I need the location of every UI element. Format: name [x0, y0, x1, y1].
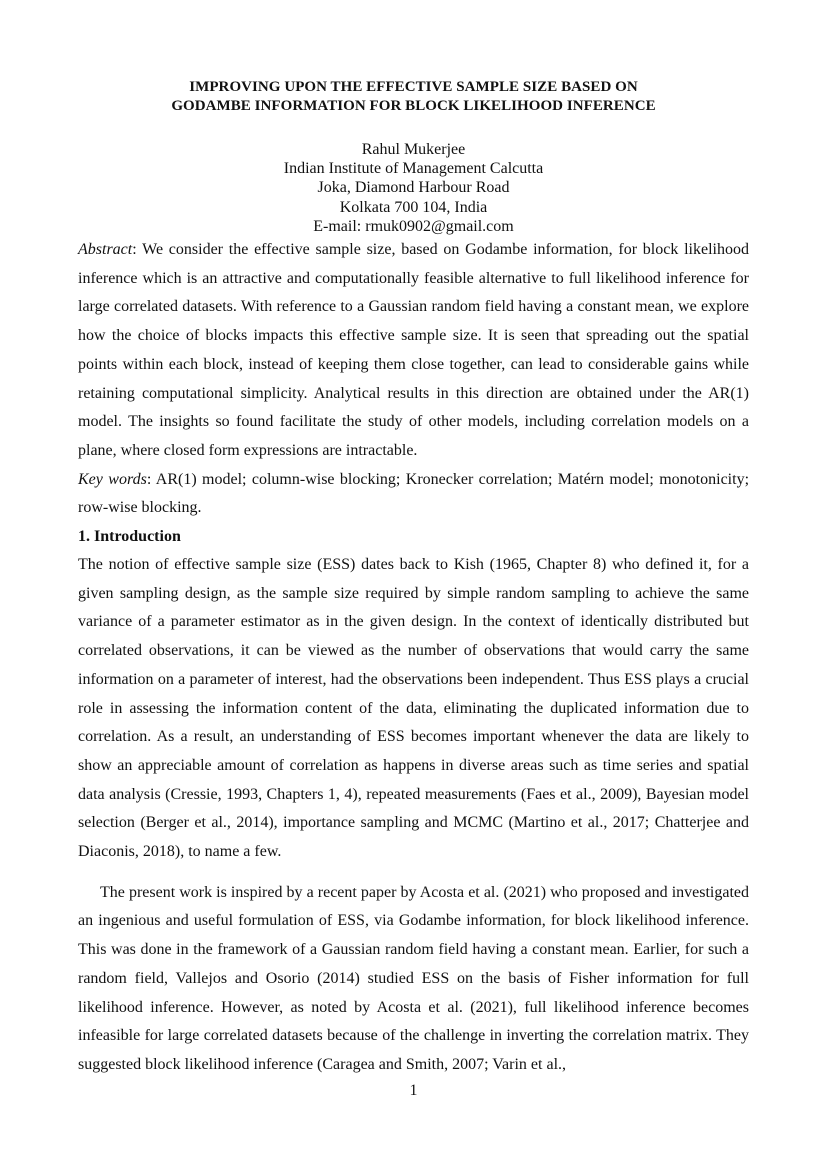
keywords-label: Key words	[78, 470, 147, 488]
paper-title	[78, 78, 749, 116]
title-line-1: IMPROVING UPON THE EFFECTIVE SAMPLE SIZE BASED ON	[189, 79, 638, 95]
keywords	[78, 466, 749, 523]
abstract	[78, 236, 749, 466]
intro-paragraph-2: The present work is inspired by a recent paper by Acosta et al. (2021) who proposed and investigated an ingenious and useful formulation of ESS, via Godambe information, for block likelihood inference. This was done in the framework of a Gaussian random field having a constant mean. Earlier, for such a random field, Vallejos and Osorio (2014) studied ESS on the basis of Fisher information for full likelihood inference. However, as noted by Acosta et al. (2021), full likelihood inference becomes infeasible for large correlated datasets because of the challenge in inverting the correlation matrix. They suggested block likelihood inference (Caragea and Smith, 2007; Varin et al.,	[78, 883, 749, 1073]
section-heading-introduction: 1. Introduction	[78, 528, 181, 546]
author-address-line-2: Kolkata 700 104, India	[339, 198, 488, 216]
abstract-text: : We consider the effective sample size, based on Godambe information, for block likelihood inference which is an attractive and computationally feasible alternative to full likelihood inference for large correlated datasets. With reference to a Gaussian random field having a constant mean, we explore how the choice of blocks impacts this effective sample size. It is seen that spreading out the spatial points within each block, instead of keeping them close together, can lead to considerable gains while retaining computational simplicity. Analytical results in this direction are obtained under the AR(1) model. The insights so found facilitate the study of other models, including correlation models on a plane, where closed form expressions are intractable.	[78, 241, 749, 459]
keywords-text: : AR(1) model; column-wise blocking; Kronecker correlation; Matérn model; monotonicity; row-wise blocking.	[78, 470, 750, 517]
intro-paragraph-1: The notion of effective sample size (ESS) dates back to Kish (1965, Chapter 8) who defined it, for a given sampling design, as the sample size required by simple random sampling to achieve the same variance of a parameter estimator as in the given design. In the context of identically distributed but correlated observations, it can be viewed as the number of observations that would carry the same information on a parameter of interest, had the observations been independent. Thus ESS plays a crucial role in assessing the information content of the data, eliminating the duplicated information due to correlation. As a result, an understanding of ESS becomes important whenever the data are likely to show an appreciable amount of correlation as happens in diverse areas such as time series and spatial data analysis (Cressie, 1993, Chapters 1, 4), repeated measurements (Faes et al., 2009), Bayesian model selection (Berger et al., 2014), importance sampling and MCMC (Martino et al., 2017; Chatterjee and Diaconis, 2018), to name a few.	[78, 556, 749, 861]
page-content	[78, 78, 749, 1080]
author-name: Rahul Mukerjee	[361, 141, 466, 158]
page-number: 1	[409, 1082, 418, 1099]
author-email: E-mail: rmuk0902@gmail.com	[313, 217, 514, 235]
abstract-label: Abstract	[78, 241, 133, 259]
author-affiliation: Indian Institute of Management Calcutta	[283, 160, 544, 178]
author-address-line-1: Joka, Diamond Harbour Road	[317, 179, 510, 197]
title-line-2: GODAMBE INFORMATION FOR BLOCK LIKELIHOOD INFERENCE	[171, 98, 656, 114]
author-block	[78, 140, 749, 236]
